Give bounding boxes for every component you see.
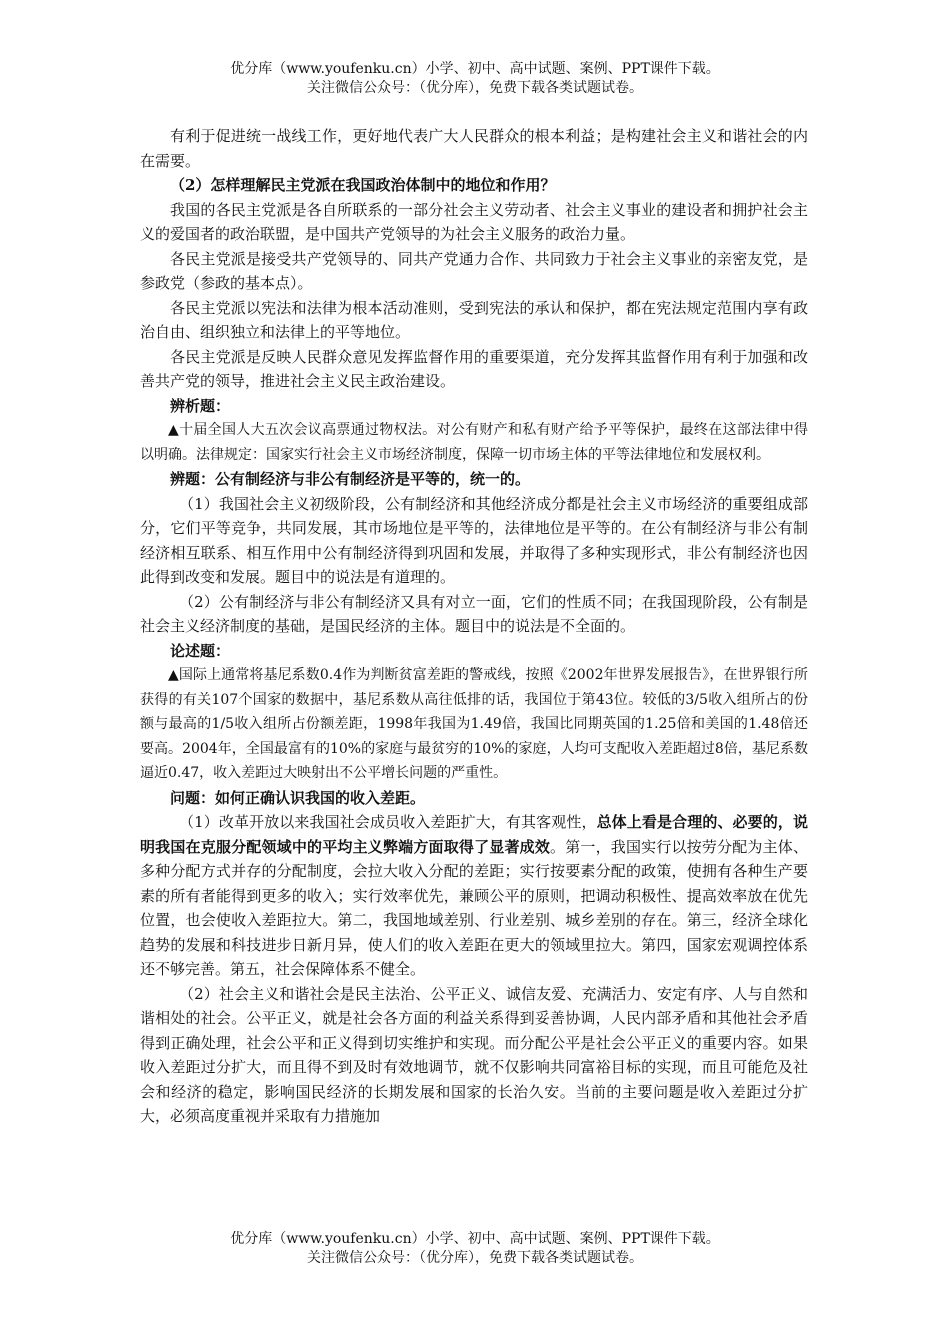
analysis-answer-1: （1）我国社会主义初级阶段，公有制经济和其他经济成分都是社会主义市场经济的重要组成部分，它们平等竞争，共同发展，其市场地位是平等的，法律地位是平等的。在公有制经济与非公有制经济相互联系、相互作用中公有制经济得到巩固和发展，并取得了多种实现形式，非公有制经济也因此得到改变和发展。题目中的说法是有道理的。 bbox=[140, 494, 808, 586]
analysis-question: 辨题：公有制经济与非公有制经济是平等的，统一的。 bbox=[170, 470, 531, 488]
section-heading-analysis: 辨析题： bbox=[170, 396, 231, 415]
essay-answer-1-intro: （1）改革开放以来我国社会成员收入差距扩大，有其客观性， bbox=[179, 813, 597, 831]
header-line-2: 关注微信公众号：（优分库），免费下载各类试题试卷。 bbox=[307, 80, 643, 96]
essay-answer-1 bbox=[140, 810, 808, 982]
paragraph-democratic-parties-1: 我国的各民主党派是各自所联系的一部分社会主义劳动者、社会主义事业的建设者和拥护社会主义的爱国者的政治联盟，是中国共产党领导的为社会主义服务的政治力量。 bbox=[140, 200, 808, 243]
paragraph-continuation: 有利于促进统一战线工作，更好地代表广大人民群众的根本利益；是构建社会主义和谐社会的内在需要。 bbox=[140, 127, 808, 170]
header-line-1: 优分库（www.youfenku.cn）小学、初中、高中试题、案例、PPT课件下载。 bbox=[230, 61, 720, 77]
page-footer bbox=[0, 1230, 950, 1268]
section-heading-essay: 论述题： bbox=[170, 641, 231, 660]
footer-line-2: 关注微信公众号：（优分库），免费下载各类试题试卷。 bbox=[307, 1250, 643, 1266]
essay-answer-1-rest: 。第一，我国实行以按劳分配为主体、多种分配方式并存的分配制度，会拉大收入分配的差距；实行按要素分配的政策，使拥有各种生产要素的所有者能得到更多的收入；实行效率优先，兼顾公平的原则，把调动积极性、提高效率放在优先位置，也会使收入差距拉大。第二，我国地域差别、行业差别、城乡差别的存在。第三，经济全球化趋势的发展和科技进步日新月异，使人们的收入差距在更大的领域里拉大。第四，国家宏观调控体系还不够完善。第五，社会保障体系不健全。 bbox=[140, 837, 808, 978]
material-property-law: ▲十届全国人大五次会议高票通过物权法。对公有财产和私有财产给予平等保护，最终在这部法律中得以明确。法律规定：国家实行社会主义市场经济制度，保障一切市场主体的平等法律地位和发展权利。 bbox=[140, 422, 808, 463]
material-gini-coefficient: ▲国际上通常将基尼系数0.4作为判断贫富差距的警戒线，按照《2002年世界发展报告》，在世界银行所获得的有关107个国家的数据中，基尼系数从高往低排的话，我国位于第43位。较低的3/5收入组所占的份额与最高的1/5收入组所占份额差距，1998年我国为1.49倍，我国比同期英国的1.25倍和美国的1.48倍还要高。2004年，全国最富有的10%的家庭与最贫穷的10%的家庭，人均可支配收入差距超过8倍，基尼系数逼近0.47，收入差距过大映射出不公平增长问题的严重性。 bbox=[140, 667, 808, 781]
paragraph-democratic-parties-2: 各民主党派是接受共产党领导的、同共产党通力合作、共同致力于社会主义事业的亲密友党，是参政党（参政的基本点）。 bbox=[140, 249, 808, 292]
paragraph-democratic-parties-3: 各民主党派以宪法和法律为根本活动准则，受到宪法的承认和保护，都在宪法规定范围内享有政治自由、组织独立和法律上的平等地位。 bbox=[140, 298, 808, 341]
page-header bbox=[0, 60, 950, 98]
analysis-answer-2: （2）公有制经济与非公有制经济又具有对立一面，它们的性质不同；在我国现阶段，公有制是社会主义经济制度的基础，是国民经济的主体。题目中的说法是不全面的。 bbox=[140, 592, 808, 635]
document-body bbox=[140, 124, 808, 1129]
essay-answer-2: （2）社会主义和谐社会是民主法治、公平正义、诚信友爱、充满活力、安定有序、人与自然和谐相处的社会。公平正义，就是社会各方面的利益关系得到妥善协调，人民内部矛盾和其他社会矛盾得到正确处理，社会公平和正义得到切实维护和实现。而分配公平是社会公平正义的重要内容。如果收入差距过分扩大，而且得不到及时有效地调节，就不仅影响共同富裕目标的实现，而且可能危及社会和经济的稳定，影响国民经济的长期发展和国家的长治久安。当前的主要问题是收入差距过分扩大，必须高度重视并采取有力措施加 bbox=[140, 984, 808, 1125]
paragraph-democratic-parties-4: 各民主党派是反映人民群众意见发挥监督作用的重要渠道，充分发挥其监督作用有利于加强和改善共产党的领导，推进社会主义民主政治建设。 bbox=[140, 347, 808, 390]
footer-line-1: 优分库（www.youfenku.cn）小学、初中、高中试题、案例、PPT课件下载。 bbox=[230, 1231, 720, 1247]
question-2-title: （2）怎样理解民主党派在我国政治体制中的地位和作用？ bbox=[170, 176, 556, 194]
essay-question: 问题：如何正确认识我国的收入差距。 bbox=[170, 788, 426, 807]
essay-answer-1-emphasis: 总体上看是合理的、必要的，说明我国在克服分配领域中的平均主义弊端方面取得了显著成效 bbox=[140, 813, 808, 856]
